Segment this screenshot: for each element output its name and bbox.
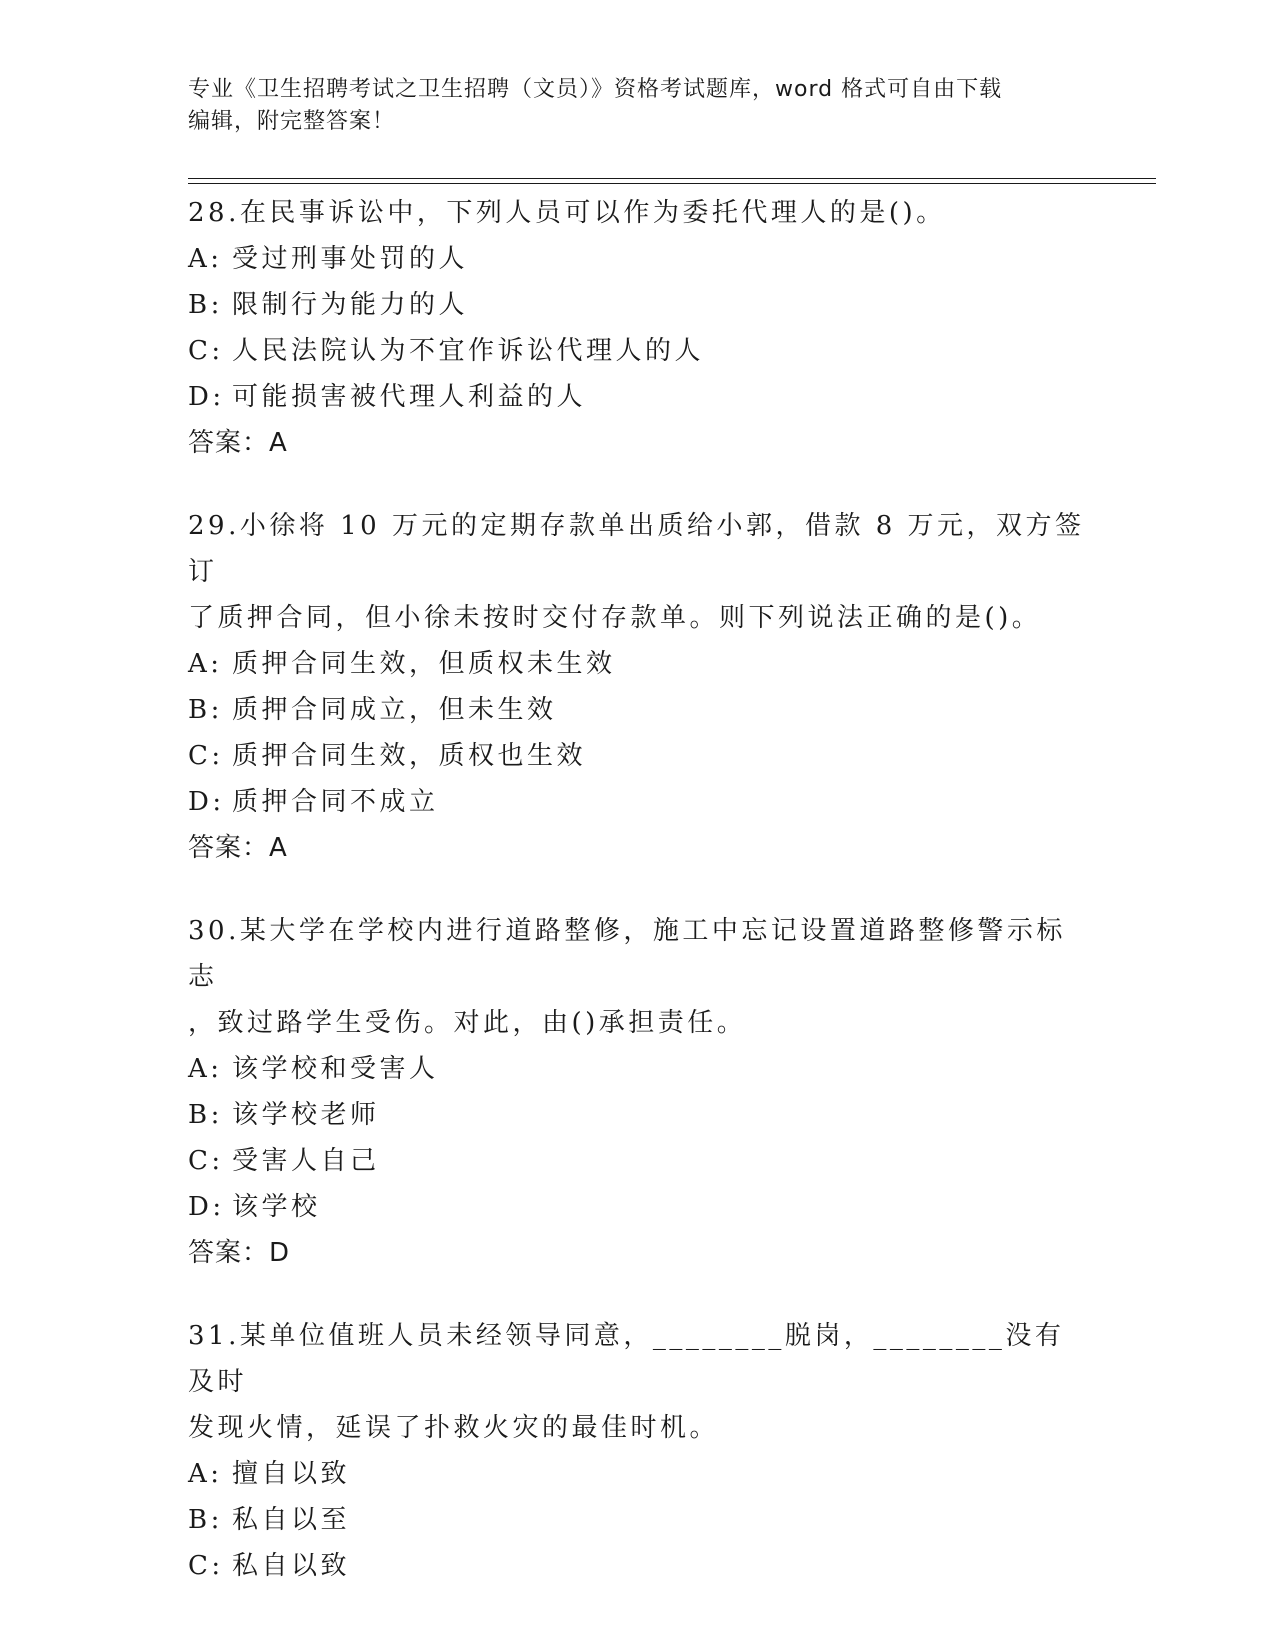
question-29 — [188, 503, 1088, 871]
option-letter: B: — [188, 1505, 223, 1535]
option-c — [188, 733, 1088, 779]
option-letter: B: — [188, 1100, 223, 1130]
option-letter: A: — [188, 649, 223, 679]
stem-line: 发现火情，延误了扑救火灾的最佳时机。 — [188, 1413, 720, 1443]
option-text: 限制行为能力的人 — [232, 290, 469, 320]
stem-line: 31.某单位值班人员未经领导同意，________脱岗，________没有及时 — [188, 1321, 1065, 1397]
option-a — [188, 1451, 1088, 1497]
option-text: 私自以至 — [232, 1505, 351, 1535]
stem-line: ，致过路学生受伤。对此，由()承担责任。 — [188, 1008, 747, 1038]
question-28 — [188, 190, 1088, 466]
answer: 答案：A — [188, 428, 288, 458]
answer: 答案：A — [188, 833, 288, 863]
option-a — [188, 236, 1088, 282]
question-31 — [188, 1313, 1088, 1589]
option-letter: A: — [188, 1054, 223, 1084]
option-b — [188, 1092, 1088, 1138]
question-stem — [188, 503, 1088, 641]
question-stem — [188, 190, 1088, 236]
option-text: 质押合同成立，但未生效 — [232, 695, 557, 725]
option-text: 私自以致 — [232, 1551, 351, 1581]
option-letter: D: — [188, 382, 225, 412]
stem-line: 29.小徐将 10 万元的定期存款单出质给小郭，借款 8 万元，双方签订 — [188, 511, 1085, 587]
option-text: 质押合同不成立 — [232, 787, 439, 817]
header-line-1: 专业《卫生招聘考试之卫生招聘（文员）》资格考试题库，word 格式可自由下载 — [188, 77, 1003, 102]
option-a — [188, 1046, 1088, 1092]
option-d — [188, 779, 1088, 825]
option-letter: A: — [188, 244, 223, 274]
option-letter: C: — [188, 1551, 224, 1581]
option-text: 擅自以致 — [232, 1459, 351, 1489]
header-divider-top — [188, 178, 1156, 179]
option-text: 受过刑事处罚的人 — [232, 244, 469, 274]
option-letter: C: — [188, 741, 224, 771]
option-c — [188, 328, 1088, 374]
option-text: 质押合同生效，但质权未生效 — [232, 649, 616, 679]
question-list — [188, 190, 1088, 1626]
option-letter: D: — [188, 787, 225, 817]
header-divider-bottom — [188, 183, 1156, 184]
option-text: 该学校 — [232, 1192, 321, 1222]
option-b — [188, 282, 1088, 328]
stem-line: 28.在民事诉讼中，下列人员可以作为委托代理人的是()。 — [188, 198, 946, 228]
option-c — [188, 1138, 1088, 1184]
option-d — [188, 1184, 1088, 1230]
option-d — [188, 374, 1088, 420]
option-c — [188, 1543, 1088, 1589]
option-a — [188, 641, 1088, 687]
option-text: 该学校老师 — [232, 1100, 380, 1130]
option-text: 人民法院认为不宜作诉讼代理人的人 — [232, 336, 705, 366]
option-b — [188, 687, 1088, 733]
option-letter: B: — [188, 290, 223, 320]
option-letter: A: — [188, 1459, 223, 1489]
document-header — [188, 74, 1088, 138]
answer: 答案：D — [188, 1238, 291, 1268]
question-stem — [188, 1313, 1088, 1451]
option-text: 可能损害被代理人利益的人 — [232, 382, 587, 412]
question-30 — [188, 908, 1088, 1276]
option-text: 质押合同生效，质权也生效 — [232, 741, 587, 771]
option-letter: C: — [188, 1146, 224, 1176]
option-b — [188, 1497, 1088, 1543]
option-letter: D: — [188, 1192, 225, 1222]
header-line-2: 编辑，附完整答案！ — [188, 109, 396, 134]
option-letter: B: — [188, 695, 223, 725]
option-letter: C: — [188, 336, 224, 366]
stem-line: 30.某大学在学校内进行道路整修，施工中忘记设置道路整修警示标志 — [188, 916, 1066, 992]
option-text: 受害人自己 — [232, 1146, 380, 1176]
question-stem — [188, 908, 1088, 1046]
stem-line: 了质押合同，但小徐未按时交付存款单。则下列说法正确的是()。 — [188, 603, 1042, 633]
option-text: 该学校和受害人 — [232, 1054, 439, 1084]
